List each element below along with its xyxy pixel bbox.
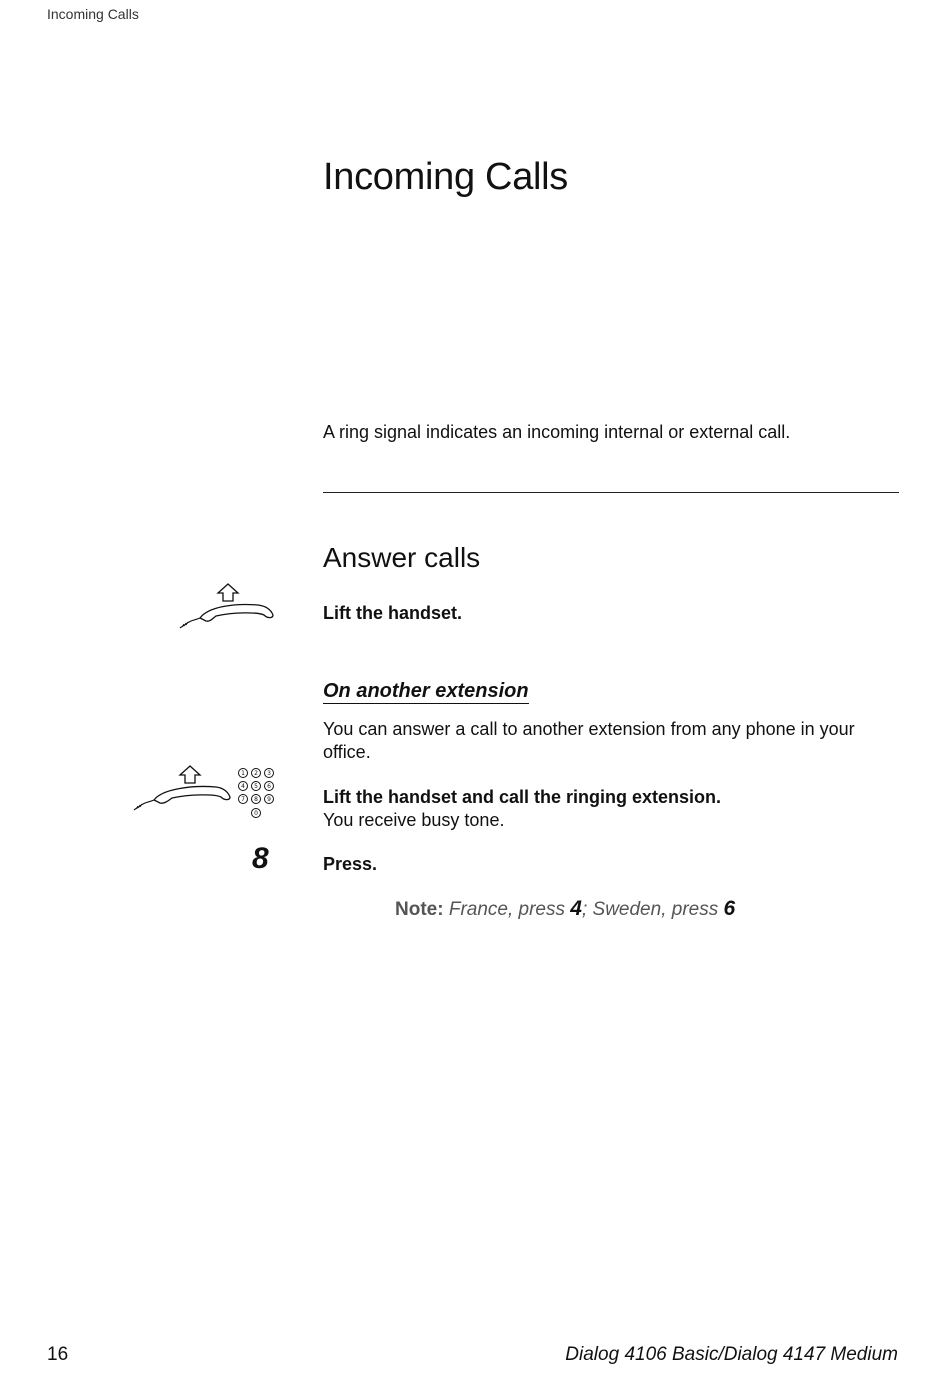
section-heading: Answer calls [323,542,481,573]
step-lift-handset: Lift the handset. [323,603,462,623]
page-title: Incoming Calls [323,156,569,198]
keypad-digit: 2 [254,770,258,777]
keypad-digit: 0 [254,810,258,817]
note-key-france: 4 [570,897,582,920]
document-title: Dialog 4106 Basic/Dialog 4147 Medium [565,1344,898,1365]
keypad-digit: 6 [267,783,271,790]
note-text-sweden: ; Sweden, press [581,899,719,920]
intro-text: A ring signal indicates an incoming internal or external call. [323,422,791,442]
keypad-icon [237,767,277,823]
running-header: Incoming Calls [47,6,139,22]
lift-handset-icon [178,582,278,630]
note-label: Note: [395,899,444,920]
step-call-extension [323,786,903,832]
lift-handset-icon [132,764,232,812]
keypad-digit: 8 [254,796,258,803]
step-press: Press. [323,854,378,874]
note-text-france: France, press [448,899,565,920]
step-call-extension-instruction: Lift the handset and call the ringing extension. [323,787,722,807]
step-call-extension-result: You receive busy tone. [323,810,505,830]
keypad-digit: 1 [241,770,245,777]
keypad-digit: 9 [267,796,271,803]
page-number: 16 [47,1344,69,1365]
key-8-label: 8 [252,842,269,875]
keypad-digit: 3 [267,770,271,777]
note-key-sweden: 6 [723,897,736,920]
keypad-digit: 7 [241,796,245,803]
keypad-digit: 5 [254,783,258,790]
section-divider [323,492,899,493]
description-text: You can answer a call to another extension from any phone in your office. [323,719,855,762]
subheading: On another extension [323,680,529,702]
keypad-digit: 4 [241,783,245,790]
note [395,897,735,921]
